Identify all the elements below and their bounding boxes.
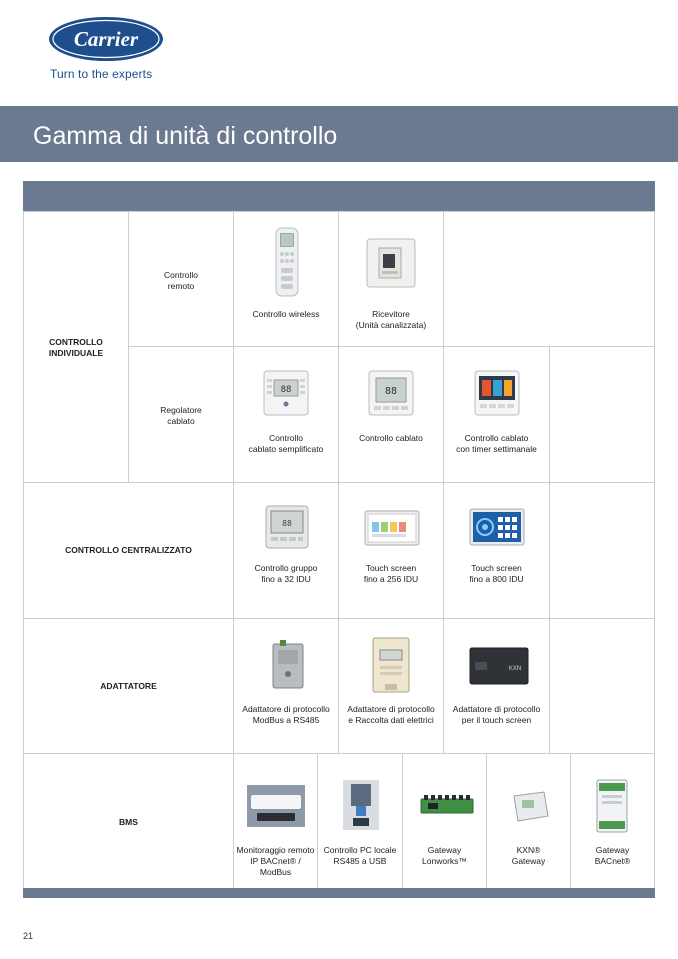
label-touch-800: Touch screen fino a 800 IDU (469, 563, 524, 584)
title-bar (0, 106, 678, 162)
sub-regolatore-cablato: Regolatore cablato (160, 405, 202, 426)
svg-text:88: 88 (384, 386, 398, 397)
touchscreen-adapter-image (469, 646, 529, 686)
label-controllo-gruppo: Controllo gruppo fino a 32 IDU (254, 563, 318, 584)
svg-text:88: 88 (280, 385, 292, 395)
label-monitoraggio-remoto: Monitoraggio remoto IP BACnet® / ModBus (236, 845, 315, 877)
label-controllo-cablato: Controllo cablato (359, 433, 423, 443)
prod-cell (338, 482, 444, 619)
wireless-remote-image (272, 226, 302, 298)
ip-monitoring-image (247, 785, 305, 827)
table-footer-band (23, 888, 655, 898)
lonworks-gateway-image (420, 795, 474, 817)
energy-data-adapter-image (371, 636, 411, 694)
label-adattatore-dati-elettrici: Adattatore di protocollo e Raccolta dati elettrici (347, 704, 435, 725)
wired-controller-image (368, 370, 414, 416)
prod-cell (443, 482, 550, 619)
rs485-usb-image (343, 780, 379, 830)
category-centralizzato: CONTROLLO CENTRALIZZATO (65, 545, 192, 555)
svg-text:KXN: KXN (508, 666, 522, 672)
touchscreen-256-image (364, 510, 420, 546)
label-controllo-pc-locale: Controllo PC locale RS485 a USB (323, 845, 397, 866)
page-number: 21 (23, 931, 34, 941)
empty-cell (549, 482, 655, 619)
label-adattatore-modbus: Adattatore di protocollo ModBus a RS485 (242, 704, 330, 725)
empty-cell (549, 618, 655, 754)
empty-cell (549, 346, 655, 483)
prod-cell (443, 618, 550, 754)
svg-text:88: 88 (282, 519, 292, 528)
label-adattatore-touch: Adattatore di protocollo per il touch screen (452, 704, 541, 725)
sub-controllo-remoto: Controllo remoto (163, 270, 199, 291)
label-touch-256: Touch screen fino a 256 IDU (363, 563, 419, 584)
tagline: Turn to the experts (50, 67, 153, 81)
label-kxn-gateway: KXN® Gateway (511, 845, 546, 866)
label-controllo-cablato-timer: Controllo cablato con timer settimanale (456, 433, 537, 454)
carrier-logo (48, 16, 164, 62)
label-controllo-cablato-semplificato: Controllo cablato semplificato (248, 433, 324, 454)
prod-cell (233, 482, 339, 619)
receiver-image (366, 238, 416, 288)
weekly-timer-controller-image (474, 370, 520, 416)
category-adattatore: ADATTATORE (100, 681, 157, 691)
bacnet-gateway-image (596, 779, 628, 833)
group-controller-image (265, 505, 309, 549)
label-gateway-bacnet: Gateway BACnet® (594, 845, 631, 866)
empty-cell (443, 211, 655, 347)
label-ricevitore: Ricevitore (Unità canalizzata) (355, 309, 427, 330)
label-gateway-lonworks: Gateway Lonworks™ (422, 845, 467, 866)
category-individuale: CONTROLLO INDIVIDUALE (48, 337, 104, 358)
page-title: Gamma di unità di controllo (33, 122, 338, 150)
table-header-band (23, 181, 655, 211)
category-bms: BMS (119, 817, 138, 827)
svg-text:Carrier: Carrier (73, 27, 139, 51)
simple-wired-controller-image (263, 370, 309, 416)
prod-cell (402, 753, 487, 889)
kxn-gateway-image (510, 788, 550, 824)
label-controllo-wireless: Controllo wireless (252, 309, 320, 319)
touchscreen-800-image (469, 508, 525, 546)
modbus-adapter-image (270, 640, 306, 690)
